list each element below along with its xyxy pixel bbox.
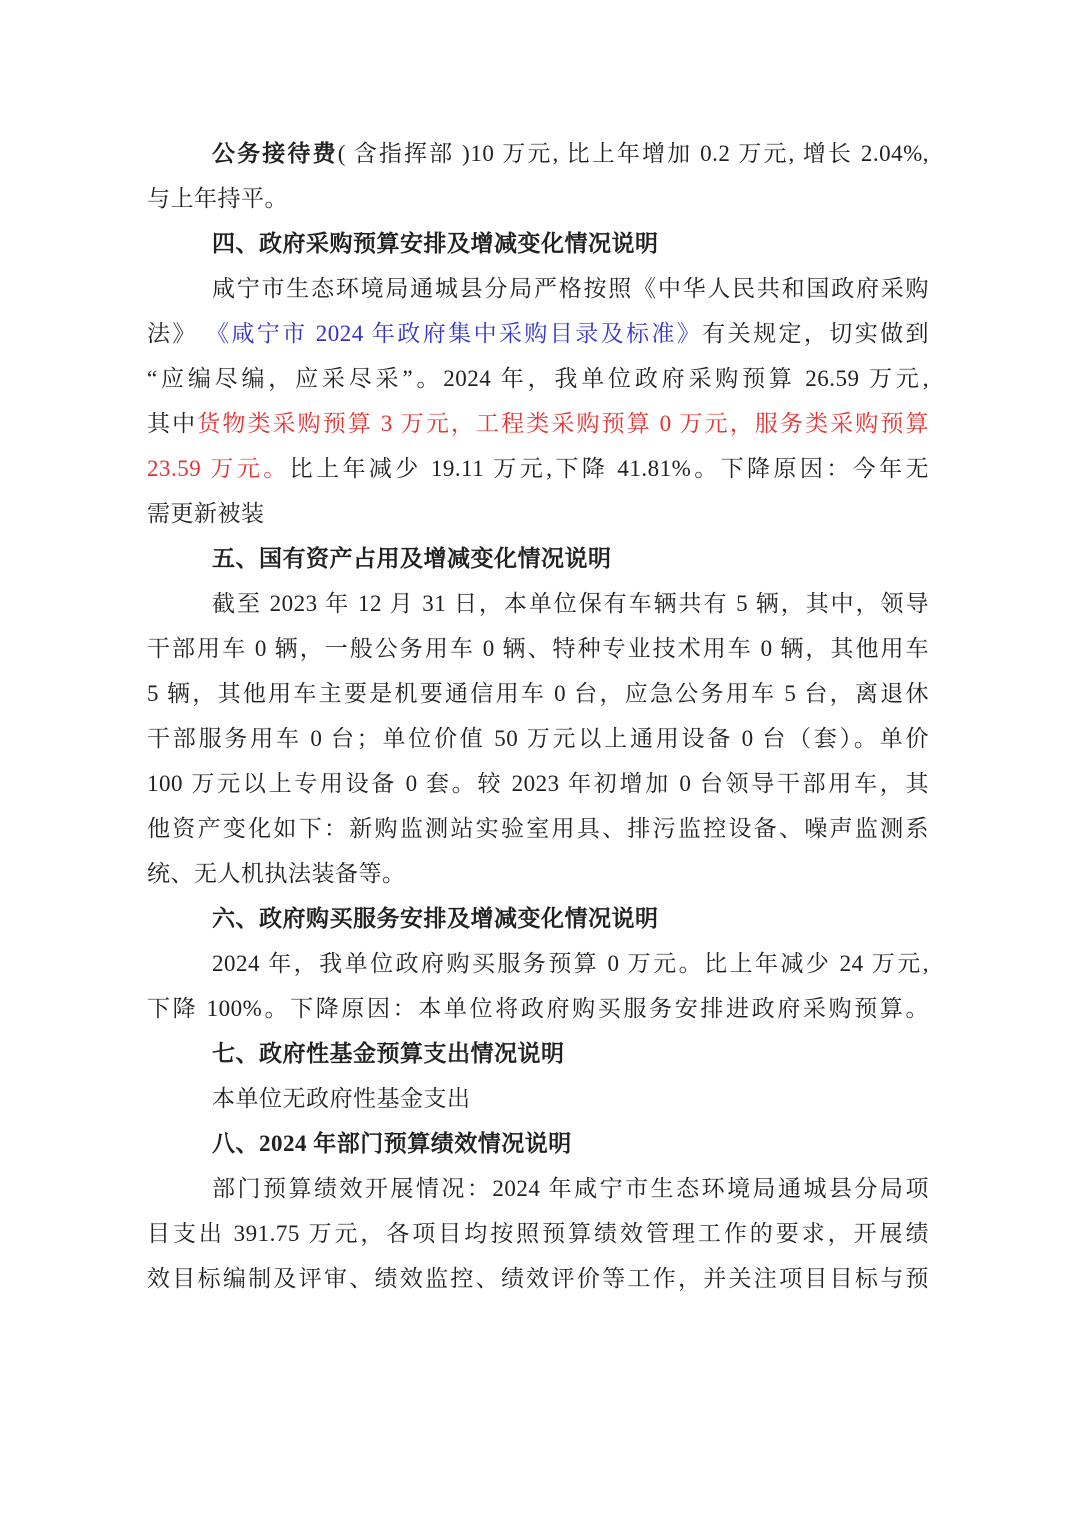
- text-segment: 法》: [147, 321, 206, 346]
- text-segment: 四、政府采购预算安排及增减变化情况说明: [212, 231, 659, 256]
- text-line: [147, 266, 929, 311]
- text-line: [147, 941, 929, 986]
- section-heading: [147, 221, 929, 266]
- text-segment: 本单位无政府性基金支出: [212, 1086, 471, 1111]
- red-highlight: 23.59 万元。: [147, 456, 290, 481]
- section-heading: [147, 896, 929, 941]
- text-segment: 100 万元以上专用设备 0 套。较 2023 年初增加 0 台领导干部用车，其: [147, 771, 929, 796]
- text-line: [147, 1256, 929, 1301]
- text-line: [147, 761, 929, 806]
- text-line: [147, 851, 929, 896]
- procurement-catalog-link[interactable]: 《咸宁市 2024 年政府集中采购目录及标准》: [205, 321, 703, 346]
- text-line: [147, 806, 929, 851]
- text-segment: 需更新被装: [147, 501, 265, 526]
- section-heading: [147, 1121, 929, 1166]
- section-heading: [147, 536, 929, 581]
- text-segment: 5 辆，其他用车主要是机要通信用车 0 台，应急公务用车 5 台，离退休: [147, 681, 929, 706]
- text-segment: 截至 2023 年 12 月 31 日，本单位保有车辆共有 5 辆，其中，领导: [212, 591, 929, 616]
- text-line: [147, 1211, 929, 1256]
- text-segment: 干部用车 0 辆，一般公务用车 0 辆、特种专业技术用车 0 辆，其他用车: [147, 636, 929, 661]
- text-line: [147, 176, 929, 221]
- text-line: [147, 356, 929, 401]
- text-segment: 效目标编制及评审、绩效监控、绩效评价等工作，并关注项目目标与预: [147, 1266, 929, 1291]
- text-segment: 目支出 391.75 万元，各项目均按照预算绩效管理工作的要求，开展绩: [147, 1221, 929, 1246]
- text-line: [147, 671, 929, 716]
- red-highlight: 货物类采购预算 3 万元，工程类采购预算 0 万元，服务类采购预算: [197, 411, 929, 436]
- text-segment: 五、国有资产占用及增减变化情况说明: [212, 546, 612, 571]
- text-line: [147, 1166, 929, 1211]
- text-segment: 他资产变化如下：新购监测站实验室用具、排污监控设备、噪声监测系: [147, 816, 929, 841]
- text-segment: 七、政府性基金预算支出情况说明: [212, 1041, 565, 1066]
- text-line: [147, 491, 929, 536]
- text-segment: “应编尽编，应采尽采”。2024 年，我单位政府采购预算 26.59 万元,: [147, 366, 929, 391]
- text-line: [147, 581, 929, 626]
- text-segment: 有关规定，切实做到: [702, 321, 930, 346]
- bold-text: 公务接待费: [212, 141, 338, 166]
- text-segment: 部门预算绩效开展情况：2024 年咸宁市生态环境局通城县分局项: [212, 1176, 929, 1201]
- text-segment: 下降 100%。下降原因：本单位将政府购买服务安排进政府采购预算。: [147, 996, 929, 1021]
- text-line: [147, 401, 929, 446]
- text-line: [147, 1076, 929, 1121]
- section-heading: [147, 1031, 929, 1076]
- text-segment: 八、2024 年部门预算绩效情况说明: [212, 1131, 572, 1156]
- text-line: [147, 626, 929, 671]
- text-line: [147, 311, 929, 356]
- text-segment: 2024 年，我单位政府购买服务预算 0 万元。比上年减少 24 万元,: [212, 951, 929, 976]
- text-segment: 咸宁市生态环境局通城县分局严格按照《中华人民共和国政府采购: [212, 276, 929, 301]
- document-body: [147, 131, 929, 1301]
- text-segment: 与上年持平。: [147, 186, 288, 211]
- text-segment: 六、政府购买服务安排及增减变化情况说明: [212, 906, 659, 931]
- text-line: [147, 131, 929, 176]
- text-line: [147, 446, 929, 491]
- text-line: [147, 986, 929, 1031]
- text-segment: 其中: [147, 411, 198, 436]
- text-segment: 干部服务用车 0 台；单位价值 50 万元以上通用设备 0 台（套）。单价: [147, 726, 929, 751]
- text-segment: ( 含指挥部 )10 万元, 比上年增加 0.2 万元, 增长 2.04%,: [337, 141, 930, 166]
- text-segment: 比上年减少 19.11 万元,下降 41.81%。下降原因：今年无: [289, 456, 930, 481]
- text-line: [147, 716, 929, 761]
- text-segment: 统、无人机执法装备等。: [147, 861, 406, 886]
